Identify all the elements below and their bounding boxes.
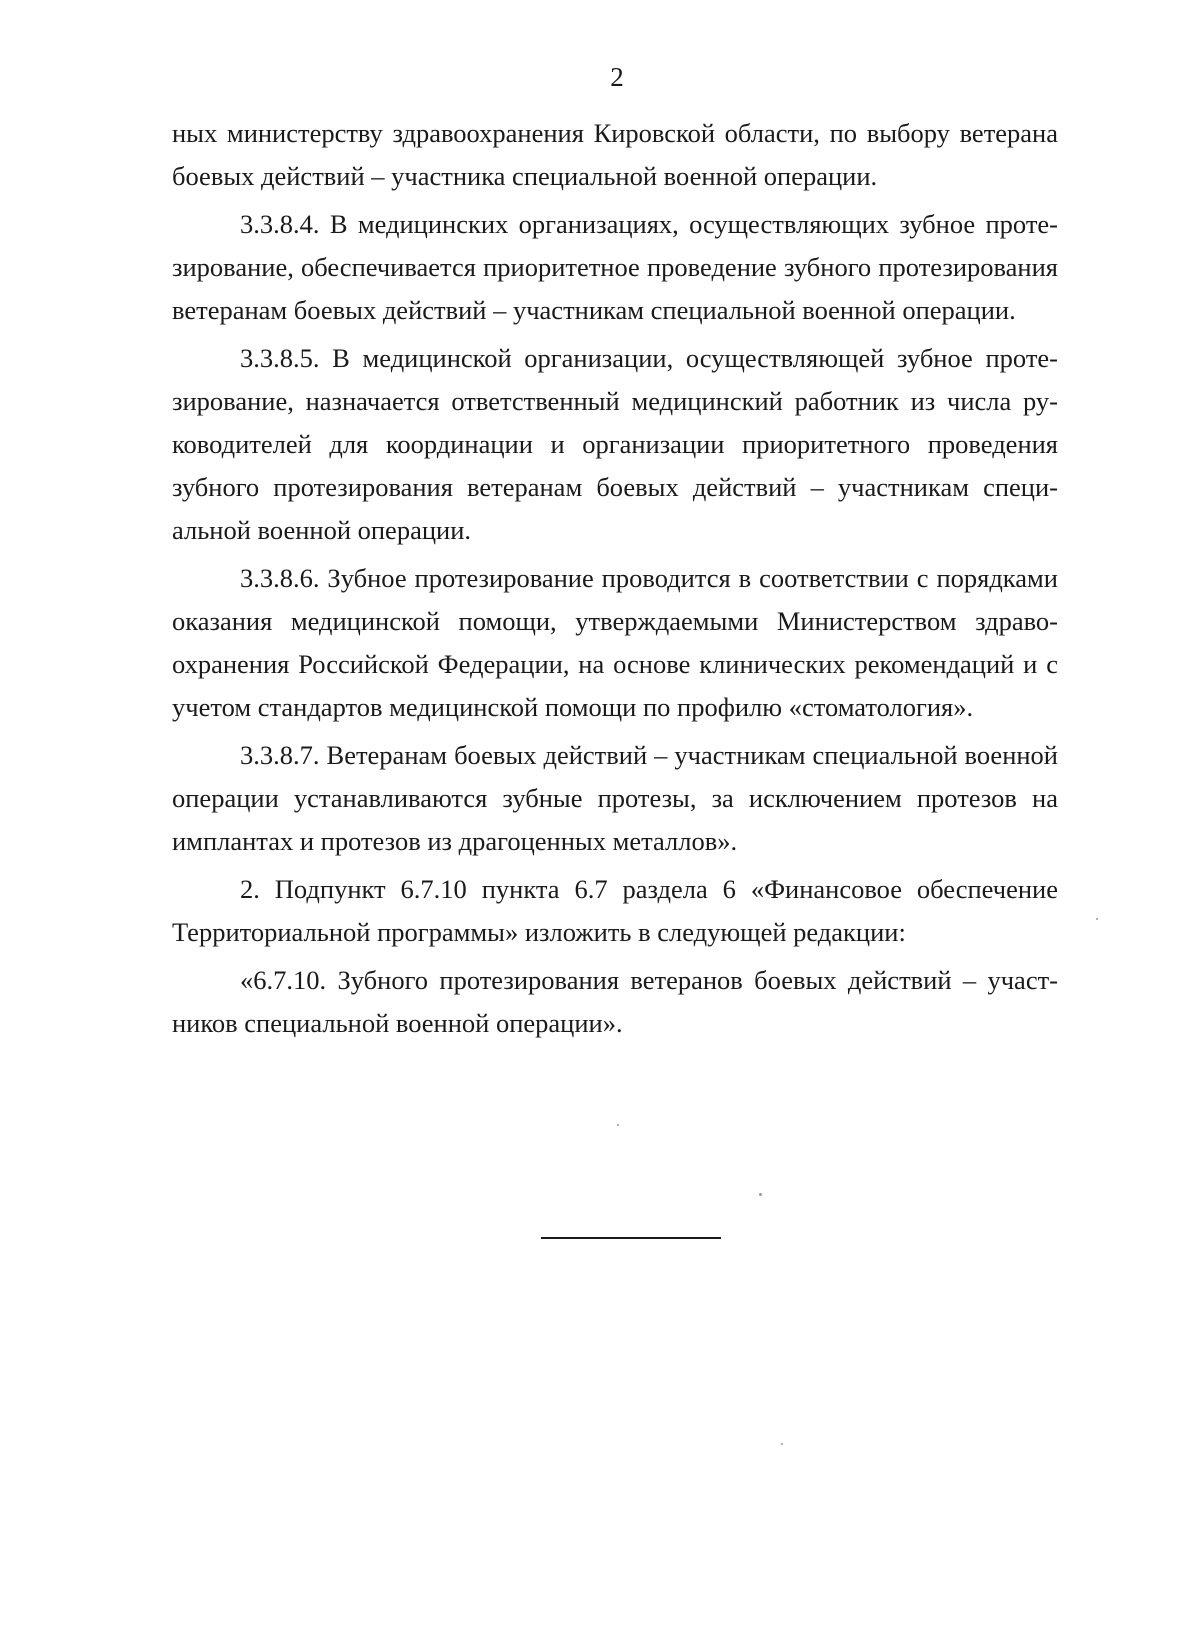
- paragraph-3-3-8-5: 3.3.8.5. В медицинской организации, осуществляющей зубное протезирование, назначается ответственный медицинский работник из числа руководителей для координации и организации приоритетного проведения зубного протезирования ветеранам боевых действий – участникам специальной военной операции.: [172, 343, 1058, 545]
- scan-speck: [1096, 918, 1098, 920]
- document-body: [172, 112, 1058, 1050]
- scan-speck: [617, 1124, 619, 1126]
- end-of-text-rule: [541, 1237, 721, 1239]
- paragraph-6-7-10: «6.7.10. Зубного протезирования ветеранов боевых действий – участников специальной военной операции».: [172, 965, 1058, 1038]
- paragraph-3-3-8-6: 3.3.8.6. Зубное протезирование проводится в соответствии с порядками оказания медицинской помощи, утверждаемыми Министерством здравоохранения Российской Федерации, на основе клинических рекомендаций и с учетом стандартов медицинской помощи по профилю «стоматология».: [172, 563, 1058, 722]
- page-number: 2: [610, 62, 624, 92]
- paragraph-3-3-8-7: 3.3.8.7. Ветеранам боевых действий – участникам специальной военной операции устанавливаются зубные протезы, за исключением протезов на имплантах и протезов из драгоценных металлов».: [172, 740, 1058, 856]
- paragraph-3-3-8-4: 3.3.8.4. В медицинских организациях, осуществляющих зубное протезирование, обеспечивается приоритетное проведение зубного протезирования ветеранам боевых действий – участникам специальной военной операции.: [172, 209, 1058, 325]
- paragraph-item-2: 2. Подпункт 6.7.10 пункта 6.7 раздела 6 «Финансовое обеспечение Территориальной программы» изложить в следующей редакции:: [172, 874, 1058, 947]
- scan-speck: [781, 1443, 783, 1445]
- scan-speck: [759, 1193, 762, 1196]
- paragraph-continuation: ных министерству здравоохранения Кировской области, по выбору ветерана боевых действий – участника специальной военной операции.: [172, 118, 1058, 191]
